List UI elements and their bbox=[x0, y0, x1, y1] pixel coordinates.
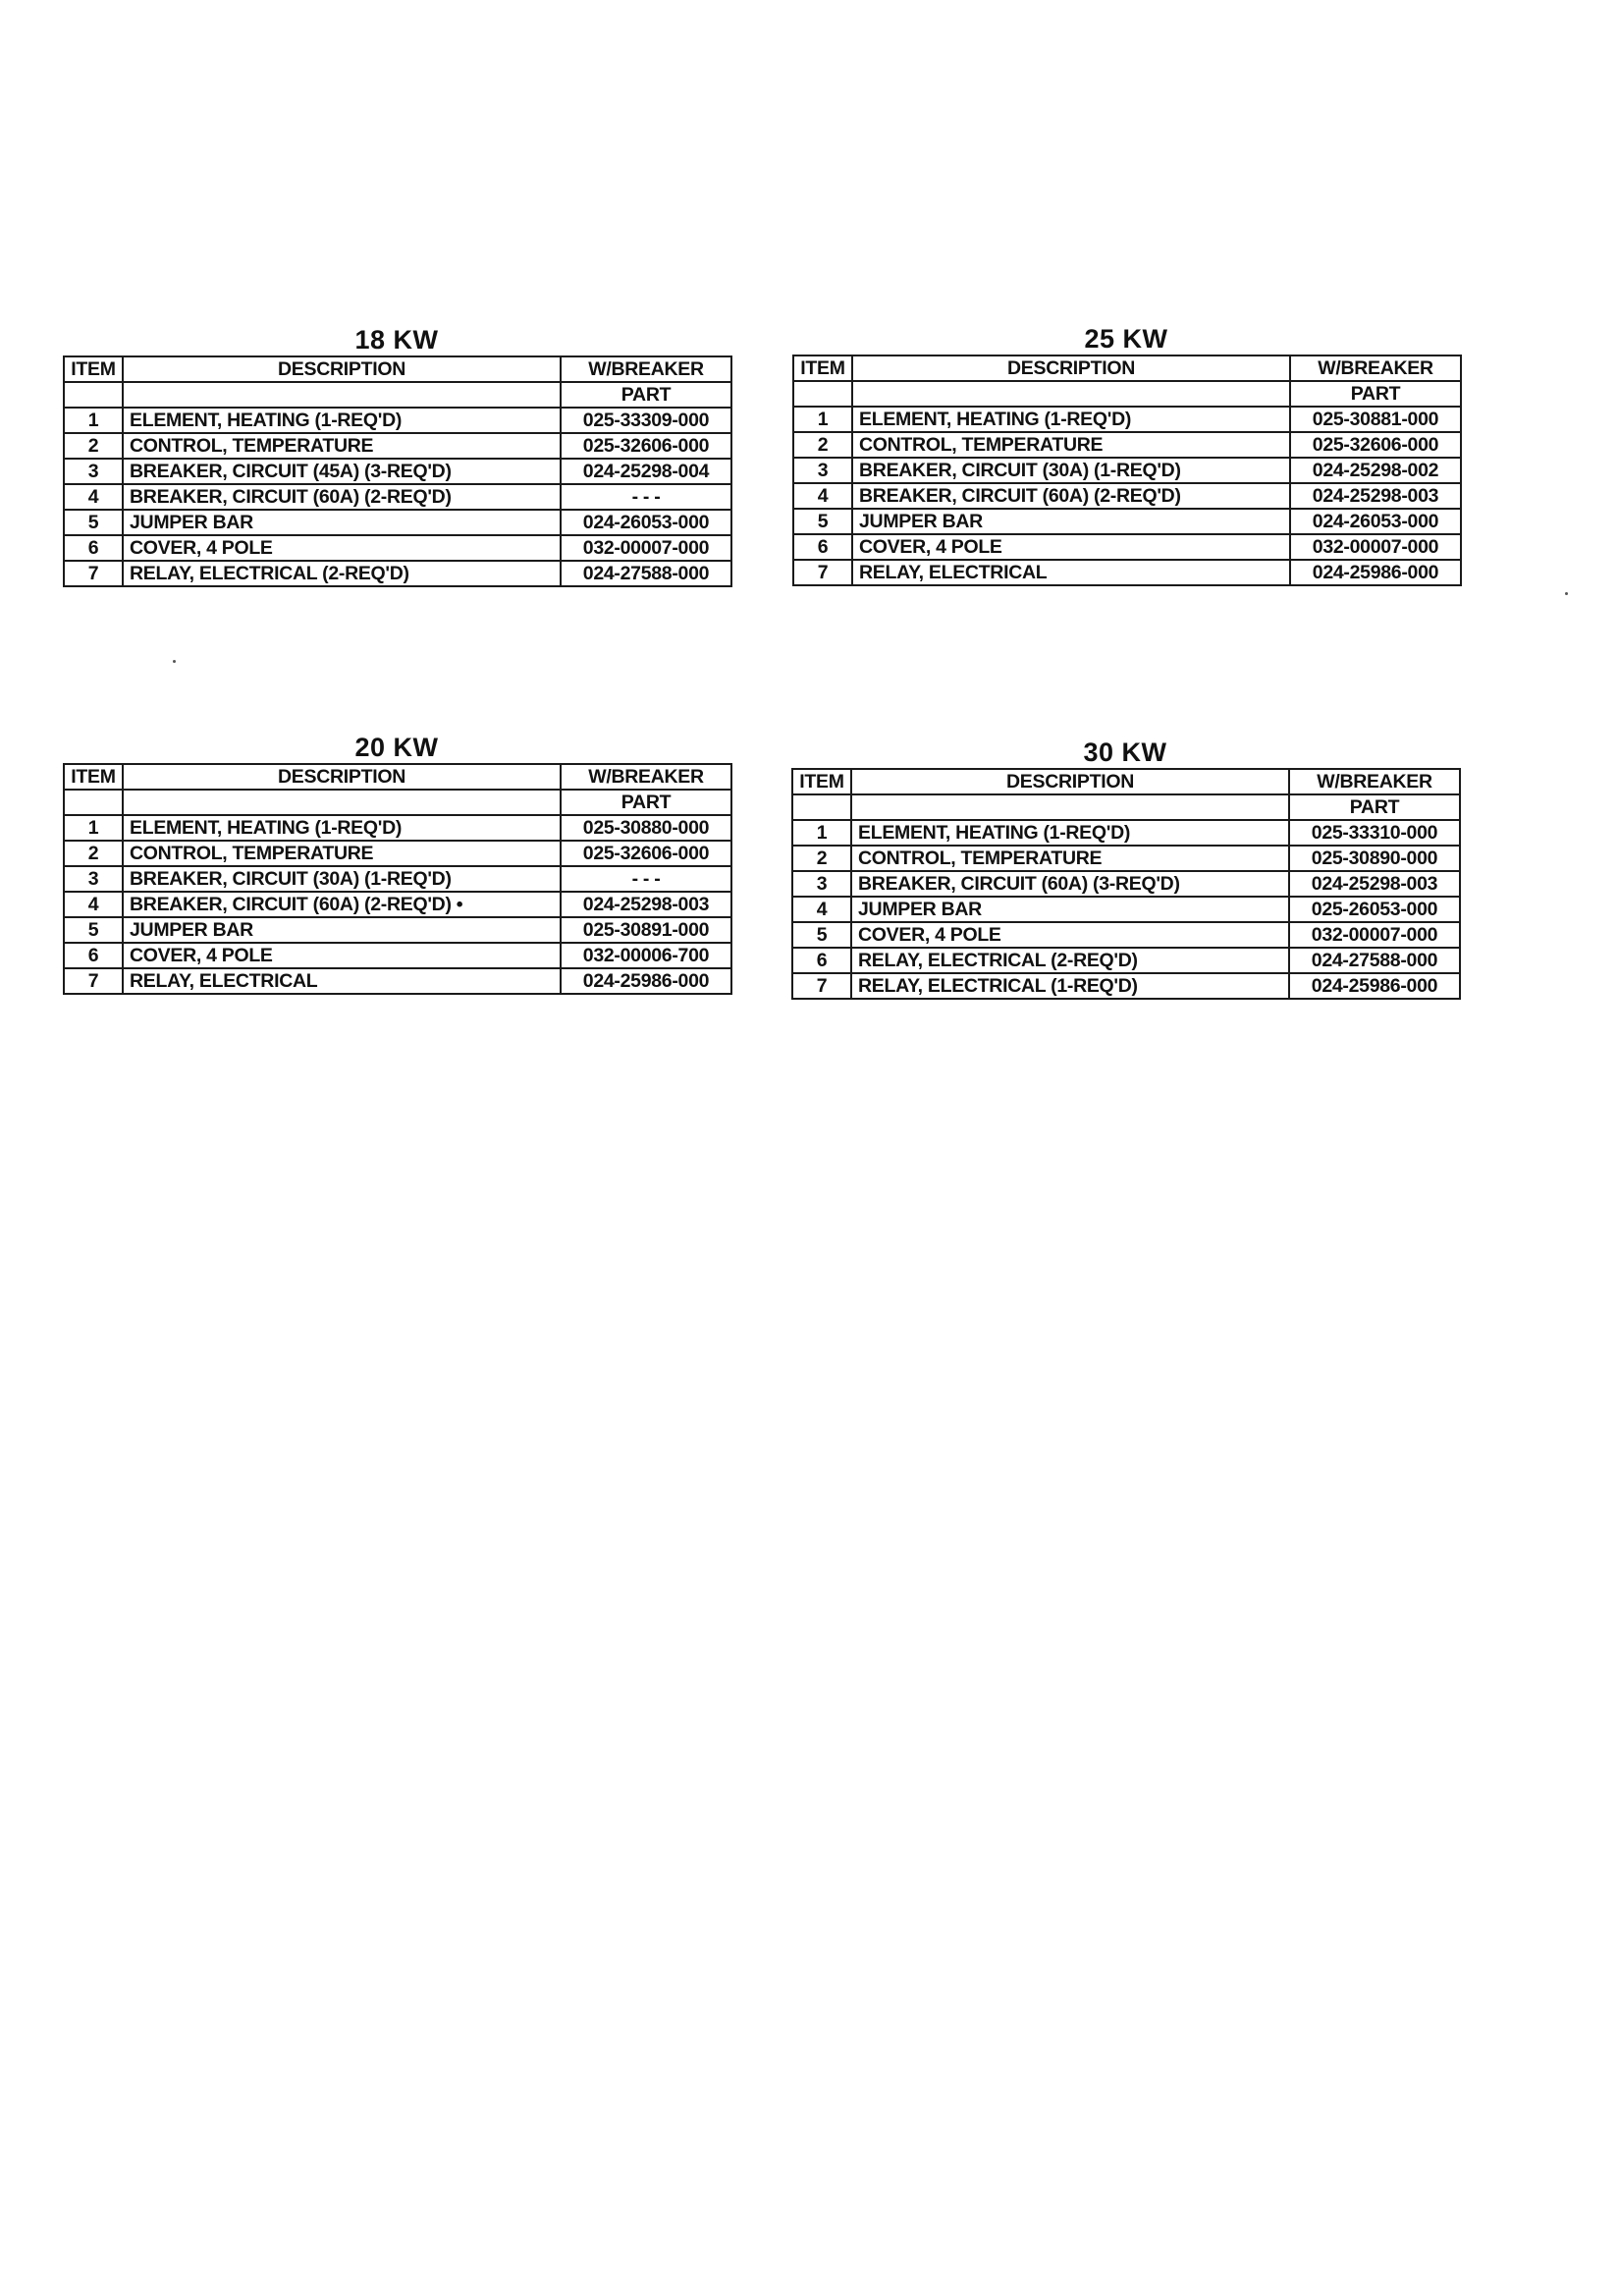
part-number: 025-30880-000 bbox=[561, 815, 731, 841]
part-column-subheader: PART bbox=[561, 790, 731, 815]
table-row bbox=[793, 407, 1461, 432]
item-description: JUMPER BAR bbox=[123, 917, 561, 943]
item-number: 5 bbox=[64, 917, 123, 943]
table-row bbox=[793, 483, 1461, 509]
part-column-subheader: PART bbox=[1290, 381, 1461, 407]
empty-cell bbox=[852, 381, 1290, 407]
item-number: 3 bbox=[793, 458, 852, 483]
table-row bbox=[64, 943, 731, 968]
item-number: 2 bbox=[64, 433, 123, 459]
table-row bbox=[64, 459, 731, 484]
table-row bbox=[793, 458, 1461, 483]
parts-table-30kw bbox=[791, 737, 1459, 1000]
item-description: JUMPER BAR bbox=[852, 509, 1290, 534]
header-subrow bbox=[64, 382, 731, 408]
parts-table bbox=[63, 763, 732, 995]
table-row bbox=[793, 509, 1461, 534]
table-row bbox=[792, 922, 1460, 948]
item-description: JUMPER BAR bbox=[123, 510, 561, 535]
header-row bbox=[792, 769, 1460, 794]
part-column-header: W/BREAKER bbox=[561, 764, 731, 790]
item-number: 7 bbox=[64, 561, 123, 586]
part-number: - - - bbox=[561, 866, 731, 892]
item-number: 5 bbox=[793, 509, 852, 534]
item-column-header: ITEM bbox=[792, 769, 851, 794]
table-row bbox=[64, 815, 731, 841]
item-description: ELEMENT, HEATING (1-REQ'D) bbox=[852, 407, 1290, 432]
item-number: 3 bbox=[64, 866, 123, 892]
part-number: - - - bbox=[561, 484, 731, 510]
table-row bbox=[793, 432, 1461, 458]
item-number: 1 bbox=[793, 407, 852, 432]
part-number: 024-25986-000 bbox=[1289, 973, 1460, 999]
item-description: RELAY, ELECTRICAL (2-REQ'D) bbox=[851, 948, 1289, 973]
part-number: 024-27588-000 bbox=[561, 561, 731, 586]
part-number: 024-25298-004 bbox=[561, 459, 731, 484]
table-row bbox=[792, 973, 1460, 999]
table-title: 20 KW bbox=[354, 733, 439, 762]
table-row bbox=[793, 560, 1461, 585]
item-number: 7 bbox=[64, 968, 123, 994]
item-description: CONTROL, TEMPERATURE bbox=[851, 846, 1289, 871]
part-number: 024-25298-002 bbox=[1290, 458, 1461, 483]
table-row bbox=[792, 871, 1460, 897]
item-number: 1 bbox=[64, 815, 123, 841]
part-number: 032-00007-000 bbox=[1290, 534, 1461, 560]
header-subrow bbox=[792, 794, 1460, 820]
part-number: 032-00007-000 bbox=[561, 535, 731, 561]
table-row bbox=[64, 408, 731, 433]
table-row bbox=[64, 510, 731, 535]
empty-cell bbox=[123, 790, 561, 815]
table-row bbox=[64, 917, 731, 943]
table-row bbox=[792, 820, 1460, 846]
parts-table-25kw bbox=[792, 323, 1460, 586]
table-title: 30 KW bbox=[1083, 738, 1167, 767]
item-description: COVER, 4 POLE bbox=[852, 534, 1290, 560]
item-description: ELEMENT, HEATING (1-REQ'D) bbox=[851, 820, 1289, 846]
table-title: 18 KW bbox=[354, 325, 439, 355]
item-description: CONTROL, TEMPERATURE bbox=[123, 433, 561, 459]
item-number: 3 bbox=[792, 871, 851, 897]
table-title: 25 KW bbox=[1084, 324, 1168, 354]
item-number: 2 bbox=[792, 846, 851, 871]
part-column-header: W/BREAKER bbox=[1290, 355, 1461, 381]
part-number: 025-33309-000 bbox=[561, 408, 731, 433]
item-number: 3 bbox=[64, 459, 123, 484]
header-subrow bbox=[64, 790, 731, 815]
part-number: 024-25298-003 bbox=[1289, 871, 1460, 897]
item-description: RELAY, ELECTRICAL bbox=[852, 560, 1290, 585]
empty-cell bbox=[851, 794, 1289, 820]
item-number: 6 bbox=[64, 943, 123, 968]
item-number: 4 bbox=[64, 892, 123, 917]
part-column-header: W/BREAKER bbox=[1289, 769, 1460, 794]
description-column-header: DESCRIPTION bbox=[123, 356, 561, 382]
part-number: 025-33310-000 bbox=[1289, 820, 1460, 846]
table-row bbox=[64, 561, 731, 586]
item-description: CONTROL, TEMPERATURE bbox=[123, 841, 561, 866]
table-row bbox=[64, 535, 731, 561]
part-number: 025-32606-000 bbox=[1290, 432, 1461, 458]
item-description: ELEMENT, HEATING (1-REQ'D) bbox=[123, 815, 561, 841]
part-number: 024-26053-000 bbox=[561, 510, 731, 535]
item-number: 1 bbox=[64, 408, 123, 433]
part-number: 024-26053-000 bbox=[1290, 509, 1461, 534]
item-number: 1 bbox=[792, 820, 851, 846]
table-row bbox=[64, 433, 731, 459]
table-row bbox=[792, 897, 1460, 922]
item-description: BREAKER, CIRCUIT (60A) (2-REQ'D) • bbox=[123, 892, 561, 917]
item-number: 4 bbox=[793, 483, 852, 509]
item-number: 6 bbox=[64, 535, 123, 561]
item-number: 5 bbox=[792, 922, 851, 948]
item-description: BREAKER, CIRCUIT (60A) (2-REQ'D) bbox=[123, 484, 561, 510]
part-number: 025-32606-000 bbox=[561, 433, 731, 459]
item-description: COVER, 4 POLE bbox=[851, 922, 1289, 948]
item-number: 6 bbox=[792, 948, 851, 973]
part-number: 025-32606-000 bbox=[561, 841, 731, 866]
part-number: 032-00007-000 bbox=[1289, 922, 1460, 948]
empty-cell bbox=[792, 794, 851, 820]
part-number: 024-25298-003 bbox=[1290, 483, 1461, 509]
empty-cell bbox=[123, 382, 561, 408]
table-row bbox=[64, 484, 731, 510]
item-description: CONTROL, TEMPERATURE bbox=[852, 432, 1290, 458]
item-number: 6 bbox=[793, 534, 852, 560]
parts-table bbox=[63, 355, 732, 587]
item-description: RELAY, ELECTRICAL bbox=[123, 968, 561, 994]
header-row bbox=[64, 764, 731, 790]
part-column-header: W/BREAKER bbox=[561, 356, 731, 382]
description-column-header: DESCRIPTION bbox=[852, 355, 1290, 381]
item-description: BREAKER, CIRCUIT (60A) (3-REQ'D) bbox=[851, 871, 1289, 897]
item-number: 2 bbox=[64, 841, 123, 866]
item-description: BREAKER, CIRCUIT (45A) (3-REQ'D) bbox=[123, 459, 561, 484]
table-row bbox=[792, 948, 1460, 973]
part-number: 025-26053-000 bbox=[1289, 897, 1460, 922]
empty-cell bbox=[64, 382, 123, 408]
item-number: 7 bbox=[793, 560, 852, 585]
part-number: 025-30890-000 bbox=[1289, 846, 1460, 871]
parts-table bbox=[792, 355, 1462, 586]
item-column-header: ITEM bbox=[64, 764, 123, 790]
part-column-subheader: PART bbox=[561, 382, 731, 408]
table-row bbox=[64, 866, 731, 892]
part-number: 025-30881-000 bbox=[1290, 407, 1461, 432]
header-subrow bbox=[793, 381, 1461, 407]
description-column-header: DESCRIPTION bbox=[123, 764, 561, 790]
description-column-header: DESCRIPTION bbox=[851, 769, 1289, 794]
item-description: COVER, 4 POLE bbox=[123, 943, 561, 968]
item-description: RELAY, ELECTRICAL (2-REQ'D) bbox=[123, 561, 561, 586]
part-number: 024-25986-000 bbox=[1290, 560, 1461, 585]
item-description: RELAY, ELECTRICAL (1-REQ'D) bbox=[851, 973, 1289, 999]
part-number: 024-25298-003 bbox=[561, 892, 731, 917]
item-description: JUMPER BAR bbox=[851, 897, 1289, 922]
item-column-header: ITEM bbox=[64, 356, 123, 382]
parts-table-18kw bbox=[63, 324, 730, 587]
table-row bbox=[793, 534, 1461, 560]
empty-cell bbox=[64, 790, 123, 815]
parts-table bbox=[791, 768, 1461, 1000]
scan-speck bbox=[173, 660, 176, 663]
item-number: 4 bbox=[64, 484, 123, 510]
item-description: BREAKER, CIRCUIT (60A) (2-REQ'D) bbox=[852, 483, 1290, 509]
parts-table-20kw bbox=[63, 732, 730, 995]
table-row bbox=[64, 841, 731, 866]
part-column-subheader: PART bbox=[1289, 794, 1460, 820]
item-number: 7 bbox=[792, 973, 851, 999]
scan-speck bbox=[1565, 592, 1568, 595]
header-row bbox=[64, 356, 731, 382]
part-number: 024-25986-000 bbox=[561, 968, 731, 994]
item-number: 5 bbox=[64, 510, 123, 535]
part-number: 025-30891-000 bbox=[561, 917, 731, 943]
part-number: 024-27588-000 bbox=[1289, 948, 1460, 973]
item-description: ELEMENT, HEATING (1-REQ'D) bbox=[123, 408, 561, 433]
item-number: 2 bbox=[793, 432, 852, 458]
item-number: 4 bbox=[792, 897, 851, 922]
empty-cell bbox=[793, 381, 852, 407]
item-description: BREAKER, CIRCUIT (30A) (1-REQ'D) bbox=[852, 458, 1290, 483]
table-row bbox=[792, 846, 1460, 871]
table-row bbox=[64, 968, 731, 994]
table-row bbox=[64, 892, 731, 917]
item-description: BREAKER, CIRCUIT (30A) (1-REQ'D) bbox=[123, 866, 561, 892]
item-description: COVER, 4 POLE bbox=[123, 535, 561, 561]
item-column-header: ITEM bbox=[793, 355, 852, 381]
part-number: 032-00006-700 bbox=[561, 943, 731, 968]
header-row bbox=[793, 355, 1461, 381]
